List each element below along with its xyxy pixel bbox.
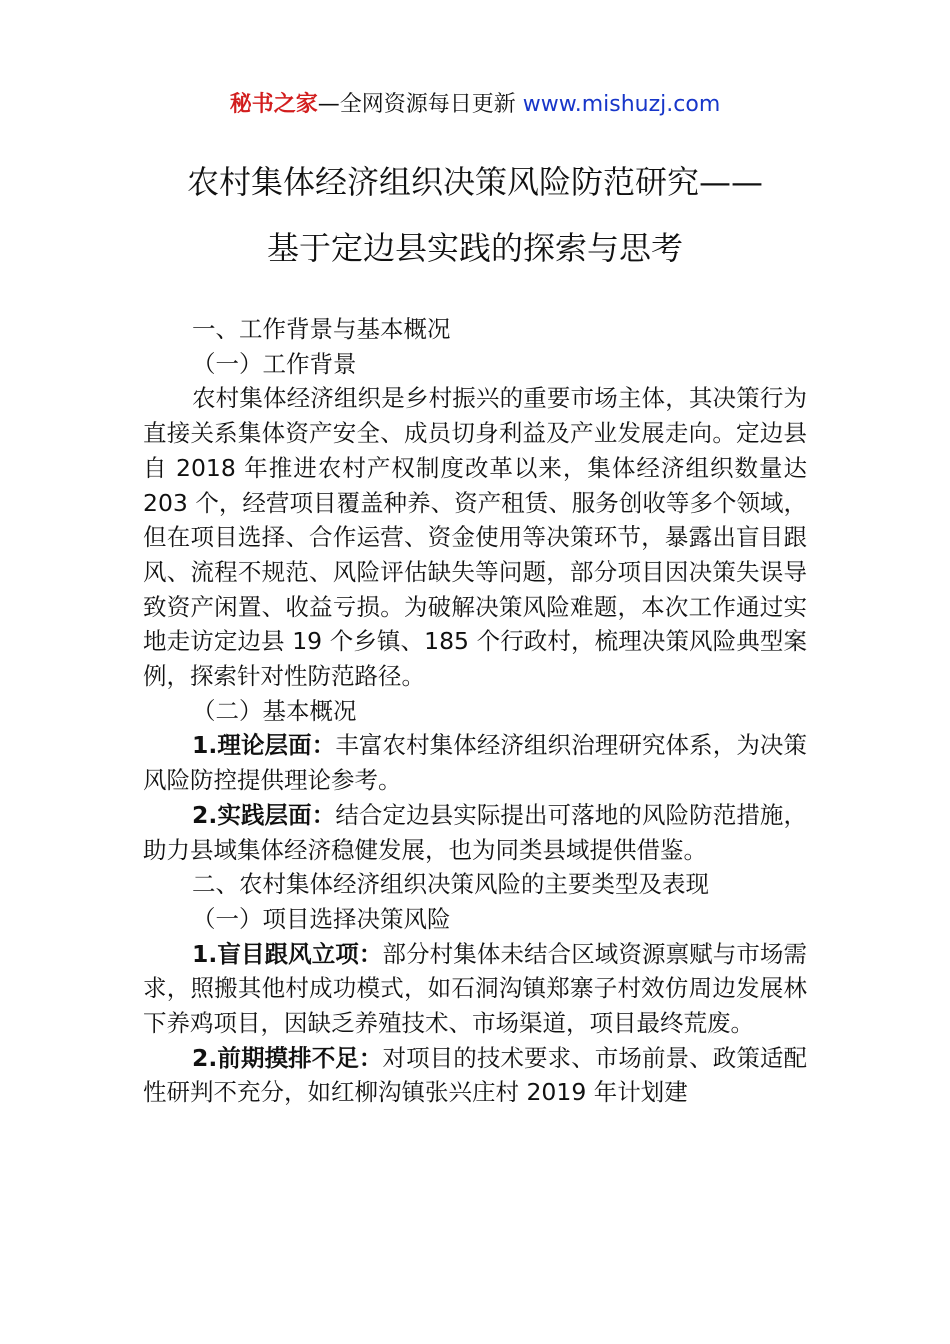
site-header <box>0 88 950 122</box>
item-text-practice: 结合定边县实际提出可落地的风险防范措施，助力县域集体经济稳健发展，也为同类县域提供借鉴。 <box>143 800 807 864</box>
site-tagline: —全网资源每日更新 <box>317 92 523 117</box>
section-heading-1: 一、工作背景与基本概况 <box>192 315 451 343</box>
item-lead-blind-following: 1.盲目跟风立项： <box>192 939 383 968</box>
subsection-heading-2-1: （一）项目选择决策风险 <box>192 904 451 933</box>
item-text-theory: 丰富农村集体经济组织治理研究体系，为决策风险防控提供理论参考。 <box>143 731 807 795</box>
document-body <box>143 312 807 1110</box>
site-brand: 秘书之家 <box>229 92 318 117</box>
paragraph-theory <box>143 728 807 797</box>
item-lead-theory: 1.理论层面： <box>192 731 336 760</box>
subsection-heading-1-1: （一）工作背景 <box>192 349 357 378</box>
site-url-link[interactable]: www.mishuzj.com <box>522 92 721 117</box>
subsection-heading-1-2: （二）基本概况 <box>192 696 357 725</box>
section-heading-2: 二、农村集体经济组织决策风险的主要类型及表现 <box>192 870 709 899</box>
item-lead-insufficient-research: 2.前期摸排不足： <box>192 1043 383 1072</box>
document-title-line-2: 基于定边县实践的探索与思考 <box>266 229 683 267</box>
document-title-line-1: 农村集体经济组织决策风险防范研究—— <box>186 163 763 201</box>
paragraph-background: 农村集体经济组织是乡村振兴的重要市场主体，其决策行为直接关系集体资产安全、成员切身利益及产业发展走向。定边县自 2018 年推进农村产权制度改革以来，集体经济组织数量达 203 个，经营项目覆盖种养、资产租赁、服务创收等多个领域，但在项目选择、合作运营、资金使用等决策环节，暴露出盲目跟风、流程不规范、风险评估缺失等问题，部分项目因决策失误导致资产闲置、收益亏损。为破解决策风险难题，本次工作通过实地走访定边县 19 个乡镇、185 个行政村，梳理决策风险典型案例，探索针对性防范路径。 <box>143 384 807 691</box>
paragraph-blind-following <box>143 937 807 1041</box>
item-text-blind-following: 部分村集体未结合区域资源禀赋与市场需求，照搬其他村成功模式，如石洞沟镇郑寨子村效仿周边发展林下养鸡项目，因缺乏养殖技术、市场渠道，项目最终荒废。 <box>143 939 808 1038</box>
item-text-insufficient-research: 对项目的技术要求、市场前景、政策适配性研判不充分，如红柳沟镇张兴庄村 2019 年计划建 <box>143 1043 808 1107</box>
paragraph-insufficient-research <box>143 1041 807 1110</box>
item-lead-practice: 2.实践层面： <box>192 800 336 829</box>
paragraph-practice <box>143 798 807 867</box>
